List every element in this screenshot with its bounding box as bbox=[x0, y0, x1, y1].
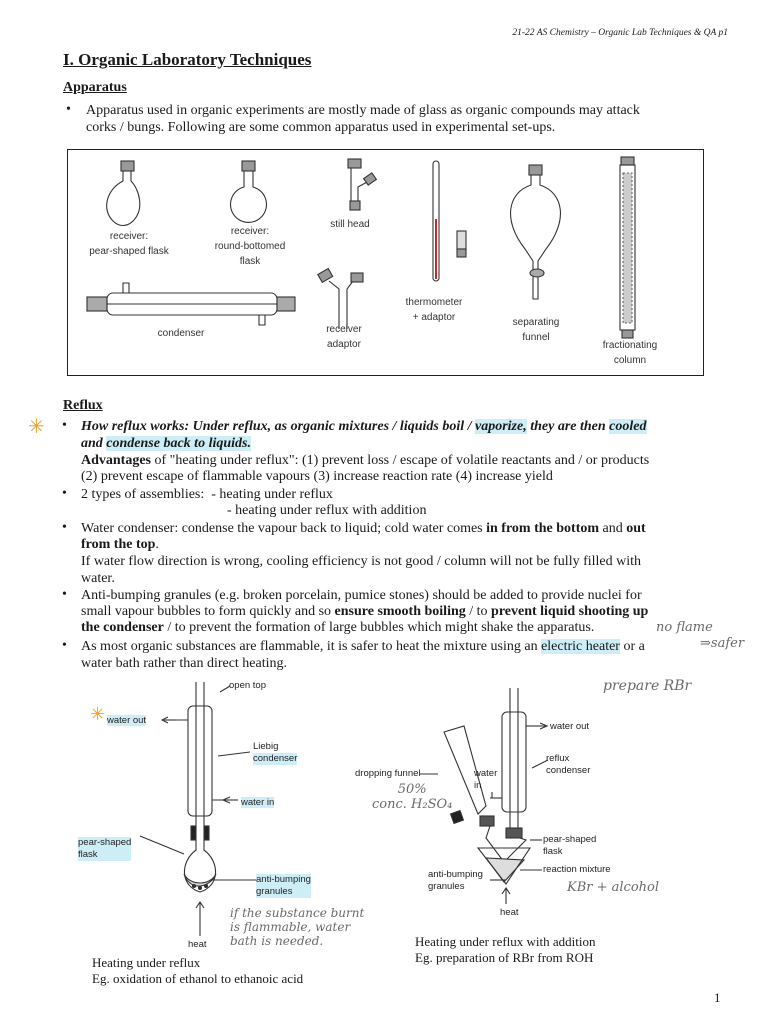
label-thermometer: thermometer + adaptor bbox=[405, 297, 463, 323]
bullet-dot: • bbox=[62, 520, 67, 535]
label-pear-flask-right: pear-shaped flask bbox=[543, 834, 597, 857]
condenser-icon bbox=[87, 283, 295, 325]
bullet-dot: • bbox=[62, 638, 67, 653]
reflux-b3-line2: from the top. bbox=[81, 537, 159, 552]
bullet-dot: • bbox=[62, 418, 67, 433]
label-receiver-adaptor: receiver adaptor bbox=[326, 324, 362, 350]
label-heat-left: heat bbox=[188, 939, 207, 950]
label-water-in-right: water in bbox=[474, 768, 498, 791]
reflux-b3-line3: If water flow direction is wrong, cooling efficiency is not good / column will not be fully filled with bbox=[81, 554, 642, 569]
handwritten-safer: ⇒safer bbox=[700, 636, 745, 651]
apparatus-heading: Apparatus bbox=[63, 80, 127, 95]
label-open-top: open top bbox=[229, 680, 266, 691]
apparatus-text-line1: Apparatus used in organic experiments are mostly made of glass as organic compounds may attack bbox=[86, 103, 640, 118]
reflux-b2-line1: 2 types of assemblies: - heating under reflux bbox=[81, 487, 333, 502]
star-icon: ✳ bbox=[28, 416, 45, 438]
reflux-advantages-line2: (2) prevent escape of flammable vapours (3) increase reaction rate (4) increase yield bbox=[81, 469, 553, 484]
reflux-b4-line1: Anti-bumping granules (e.g. broken porcelain, pumice stones) should be added to provide nuclei for bbox=[81, 588, 642, 603]
pear-flask-icon bbox=[107, 161, 140, 226]
label-reaction-mixture: reaction mixture bbox=[543, 864, 611, 875]
handwritten-no-flame: no flame bbox=[656, 620, 713, 635]
reflux-heading: Reflux bbox=[63, 398, 103, 413]
label-dropping-funnel: dropping funnel bbox=[355, 768, 421, 779]
still-head-icon bbox=[348, 159, 376, 210]
caption-left: Heating under reflux Eg. oxidation of ethanol to ethanoic acid bbox=[92, 955, 304, 986]
page-number: 1 bbox=[714, 990, 721, 1005]
label-separating-funnel: separating funnel bbox=[512, 317, 560, 343]
label-anti-bumping-right: anti-bumping granules bbox=[428, 869, 483, 892]
label-still-head: still head bbox=[330, 219, 370, 230]
label-liebig: Liebig condenser bbox=[253, 741, 298, 764]
label-pear-flask-left: pear-shaped flask bbox=[78, 837, 132, 860]
reflux-b4-line3: the condenser / to prevent the formation of large bubbles which might shake the apparatus. bbox=[81, 620, 595, 635]
svg-text:✳: ✳ bbox=[90, 704, 106, 724]
label-fractionating-column: fractionating column bbox=[602, 340, 658, 366]
label-water-out-right: water out bbox=[550, 721, 590, 732]
separating-funnel-icon bbox=[511, 165, 561, 299]
reflux-b5-line1: As most organic substances are flammable, it is safer to heat the mixture using an electric heater or a bbox=[81, 639, 645, 654]
bullet-dot: • bbox=[62, 587, 67, 602]
label-reflux-condenser: reflux condenser bbox=[546, 753, 591, 776]
apparatus-text-line2: corks / bungs. Following are some common apparatus used in experimental set-ups. bbox=[86, 120, 556, 135]
handwritten-kbr: KBr + alcohol bbox=[567, 880, 660, 895]
handwritten-acid: 50% conc. H₂SO₄ bbox=[372, 782, 453, 812]
label-pear-flask: receiver: pear-shaped flask bbox=[89, 231, 169, 257]
handwritten-note: if the substance burnt is flammable, water bath is needed. bbox=[230, 906, 365, 948]
thermometer-icon bbox=[433, 161, 466, 281]
label-round-flask: receiver: round-bottomed flask bbox=[214, 226, 286, 267]
label-water-out-left: water out bbox=[107, 715, 147, 726]
reflux-b1-line1: How reflux works: Under reflux, as organic mixtures / liquids boil / vaporize, they are then cooled bbox=[81, 419, 647, 434]
reflux-b3-line4: water. bbox=[81, 571, 115, 586]
reflux-b3-line1: Water condenser: condense the vapour back to liquid; cold water comes in from the bottom and out bbox=[81, 521, 646, 536]
label-condenser: condenser bbox=[157, 328, 205, 339]
receiver-adaptor-icon bbox=[318, 269, 363, 329]
reflux-b5-line2: water bath rather than direct heating. bbox=[81, 656, 288, 671]
label-anti-bumping-left: anti-bumping granules bbox=[256, 874, 311, 897]
label-heat-right: heat bbox=[500, 907, 519, 918]
section-title: I. Organic Laboratory Techniques bbox=[63, 50, 312, 69]
fractionating-column-icon bbox=[620, 157, 635, 338]
reflux-b4-line2: small vapour bubbles to form quickly and so ensure smooth boiling / to prevent liquid shooting up bbox=[81, 604, 649, 619]
reflux-b1-line2: and condense back to liquids. bbox=[81, 436, 251, 451]
running-header: 21-22 AS Chemistry – Organic Lab Techniques & QA p1 bbox=[512, 28, 728, 38]
bullet-dot: • bbox=[66, 102, 71, 117]
label-water-in-left: water in bbox=[241, 797, 275, 808]
bullet-dot: • bbox=[62, 486, 67, 501]
reflux-b2-line2: - heating under reflux with addition bbox=[227, 503, 427, 518]
caption-right: Heating under reflux with addition Eg. preparation of RBr from ROH bbox=[415, 934, 596, 965]
handwritten-prepare: prepare RBr bbox=[603, 678, 692, 694]
reflux-advantages-line1: Advantages of "heating under reflux": (1) prevent loss / escape of volatile reactants and / or products bbox=[81, 453, 650, 468]
round-flask-icon bbox=[231, 161, 267, 222]
